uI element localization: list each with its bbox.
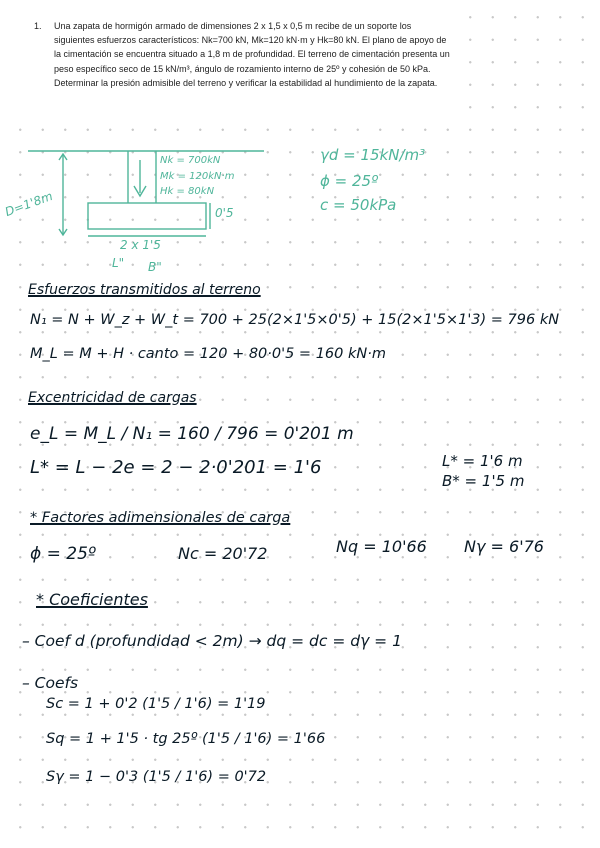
- equation-eccentricity: e_L = M_L / N₁ = 160 / 796 = 0'201 m: [30, 424, 354, 444]
- footing-outline: [88, 203, 206, 229]
- soil-unit-weight: γd = 15kN/m³: [320, 146, 426, 164]
- heading-coefficients: * Coeficientes: [36, 590, 148, 609]
- result-l-star: L* = 1'6 m: [442, 452, 523, 470]
- coefficients-shape-heading: – Coefs: [22, 674, 79, 692]
- sketch-load-m: Mk = 120kN·m: [160, 171, 235, 182]
- sketch-load-n: Nk = 700kN: [160, 155, 221, 166]
- problem-text: Una zapata de hormigón armado de dimensiones 2 x 1,5 x 0,5 m recibe de un soporte los siguientes esfuerzos característicos: Nk=700 kN, Mk=120 kN·m y Hk=80 kN. El plano de apoyo de la cimentación se encuentra situado a 1,8 m de profundidad. El terreno de cimentación presenta un peso específico seco de 15 kN/m³, ángulo de rozamiento interno de 25º y cohesión de 50 kPa. Determinar la presión admisible del terreno y verificar la estabilidad al hundimiento de la zapata.: [54, 21, 450, 88]
- sketch-depth-label: D=1'8m: [3, 188, 55, 220]
- result-b-star: B* = 1'5 m: [442, 472, 525, 490]
- factor-nq: Nq = 10'66: [336, 537, 427, 556]
- equation-sc: Sc = 1 + 0'2 (1'5 / 1'6) = 1'19: [46, 696, 266, 712]
- heading-transmitted-loads: Esfuerzos transmitidos al terreno: [28, 282, 261, 298]
- sketch-l-label: L": [112, 256, 125, 270]
- friction-angle-value: ϕ = 25º: [30, 544, 96, 564]
- problem-number: 1.: [34, 21, 42, 31]
- equation-l-star: L* = L − 2e = 2 − 2·0'201 = 1'6: [30, 457, 322, 478]
- sketch-height-label: 0'5: [215, 206, 234, 220]
- equation-sy: Sγ = 1 − 0'3 (1'5 / 1'6) = 0'72: [46, 769, 267, 785]
- coefficient-depth: – Coef d (profundidad < 2m) → dq = dc = dγ = 1: [22, 632, 402, 650]
- soil-cohesion: c = 50kPa: [320, 196, 397, 214]
- sketch-load-h: Hk = 80kN: [160, 186, 215, 197]
- footing-sketch: [0, 0, 600, 300]
- sketch-dims-label: 2 x 1'5: [120, 238, 161, 252]
- heading-bearing-factors: * Factores adimensionales de carga: [30, 510, 291, 526]
- factor-nc: Nc = 20'72: [178, 544, 268, 563]
- equation-n1: N₁ = N + W_z + W_t = 700 + 25(2×1'5×0'5) + 15(2×1'5×1'3) = 796 kN: [30, 312, 560, 328]
- equation-ml: M_L = M + H · canto = 120 + 80·0'5 = 160 kN·m: [30, 346, 386, 362]
- soil-friction-angle: ϕ = 25º: [320, 172, 379, 190]
- equation-sq: Sq = 1 + 1'5 · tg 25º (1'5 / 1'6) = 1'66: [46, 731, 326, 747]
- sketch-b-label: B": [148, 260, 162, 274]
- factor-ny: Nγ = 6'76: [464, 537, 544, 556]
- heading-eccentricity: Excentricidad de cargas: [28, 390, 197, 406]
